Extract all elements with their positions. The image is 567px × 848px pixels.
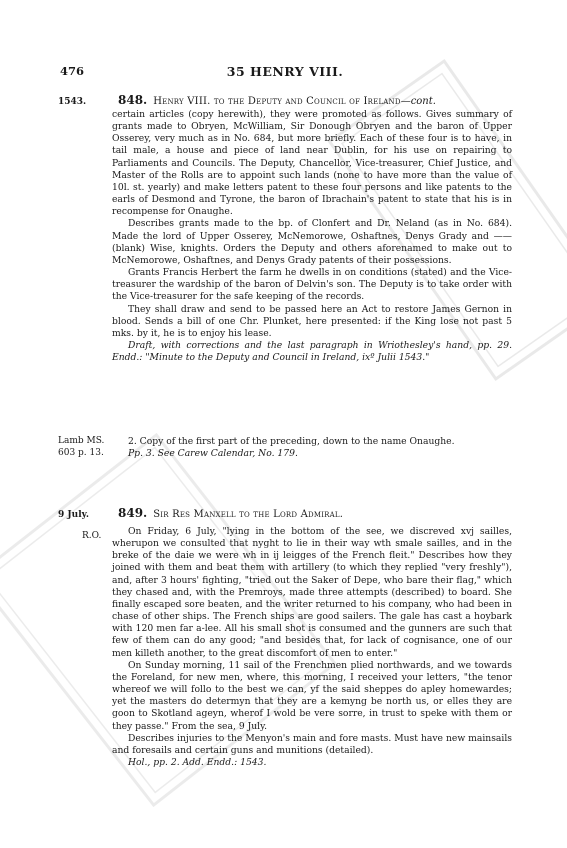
entry-849-heading xyxy=(118,506,343,520)
sidenote-ro: R.O. xyxy=(82,531,102,541)
entry-848-copy-ref: Pp. 3. See Carew Calendar, No. 179. xyxy=(128,448,298,460)
entry-848-paragraph-1: certain articles (copy herewith), they were promoted as follows. Gives summary of grants made to Obryen, McWilliam, Sir Donough Obryen and the baron of Upper Osserey, very much as in No. 684, but more briefly. Each of these four is to have, in tail male, a house and piece of land near Dublin, for his use on repairing to Parliaments and Councils. The Deputy, Chancellor, Vice-treasurer, Chief Justice, and Master of the Rolls are to appoint such lands (none to have more than the value of 10l. st. yearly) and make letters patent to these four persons and like patents to the earls of Desmond and Tyrone, the baron of Ibrachain's patent to state that his is in recompense for Onaughe. xyxy=(112,109,512,218)
sidenote-lamb-ms-line-2: 603 p. 13. xyxy=(58,448,104,458)
sidenote-lamb-ms-line-1: Lamb MS. xyxy=(58,436,105,446)
sidenote-date-849: 9 July. xyxy=(58,510,89,520)
entry-848-copy-line: 2. Copy of the first part of the preceding, down to the name Onaughe. xyxy=(128,436,455,447)
sidenote-year: 1543. xyxy=(58,97,87,107)
entry-848-draft-note: Draft, with corrections and the last paragraph in Wriothesley's hand, pp. 29. Endd.: "Minute to the Deputy and Council in Ireland, ixº Julii 1543." xyxy=(112,339,512,364)
entry-848-paragraph-2: Describes grants made to the bp. of Clonfert and Dr. Neland (as in No. 684). Made the lord of Upper Osserey, McNemorowe, Oshaftnes, Denys Grady and —— (blank) Wise, knights. Orders the Deputy and others aforenamed to make out to McNemorowe, Oshaftnes, and Denys Grady patents of their possessions. xyxy=(112,218,512,266)
entry-849-body xyxy=(112,526,512,769)
running-title: 35 HENRY VIII. xyxy=(226,64,344,79)
entry-849-paragraph-1: On Friday, 6 July, "lying in the bottom of the see, we discreved xvj sailles, wherupon we consulted that nyght to lie in their way wth smale sailles, and in the breke of the daie we were wh in ij leigges of the French fleit." Describes how they joined with them and beat them with artillery (to which they replied "very freshly"), and, after 3 hours' fighting, "tried out the Saker of Depe, who bare their flag," which they chased and, with the Premroys, made three attempts (described) to board. She finally escaped sore beaten, and the writer returned to his company, who had been in chase of other ships. The French ships are good sailers. The gale has cast a hoybark with 120 men far a-lee. All his small shot is consumed and the gunners are such that few of them can do any good; "and besides that, for lack of cognisance, one of our men killeth another, to the great discomfort of men to enter." xyxy=(112,526,512,659)
entry-848-number: 848. xyxy=(118,93,148,107)
entry-848-heading xyxy=(118,93,436,107)
entry-848-copy xyxy=(112,436,512,460)
entry-849-paragraph-2: On Sunday morning, 11 sail of the Frenchmen plied northwards, and we towards the Foreland, for new men, where, this morning, I received your letters, "the tenor whereof we will follo to the best we can, yf the said sheppes do apley homewardes; yet the masters do determyn that they are a kemyng be north us, or elles they are goon to Skotland ageyn, wherof I wold be vere sorre, in trust to speke with them or they passe." From the sea, 9 July. xyxy=(112,659,512,732)
entry-849-title: Sir Res Manxell to the Lord Admiral. xyxy=(153,509,344,520)
sidenote-lamb-ms xyxy=(58,435,104,459)
entry-848-body xyxy=(112,109,512,364)
page-number: 476 xyxy=(60,64,85,78)
entry-848-cont: —cont. xyxy=(400,96,436,107)
entry-848-paragraph-4: They shall draw and send to be passed here an Act to restore James Gernon in blood. Sends a bill of one Chr. Plunket, here presented: if the King lose not past 5 mks. by it, he is to enjoy his lease. xyxy=(112,303,512,339)
entry-848-paragraph-3: Grants Francis Herbert the farm he dwells in on conditions (stated) and the Vice-treasurer the wardship of the baron of Delvin's son. The Deputy is to take order with the Vice-treasurer for the safe keeping of the records. xyxy=(112,267,512,303)
entry-849-paragraph-3: Describes injuries to the Menyon's main and fore masts. Must have new mainsails and foresails and certain guns and munitions (detailed). xyxy=(112,732,512,756)
running-head xyxy=(60,64,510,80)
entry-849-hol-note: Hol., pp. 2. Add. Endd.: 1543. xyxy=(128,756,267,768)
entry-848-title: Henry VIII. to the Deputy and Council of Ireland xyxy=(153,96,401,107)
entry-849-number: 849. xyxy=(118,506,148,520)
